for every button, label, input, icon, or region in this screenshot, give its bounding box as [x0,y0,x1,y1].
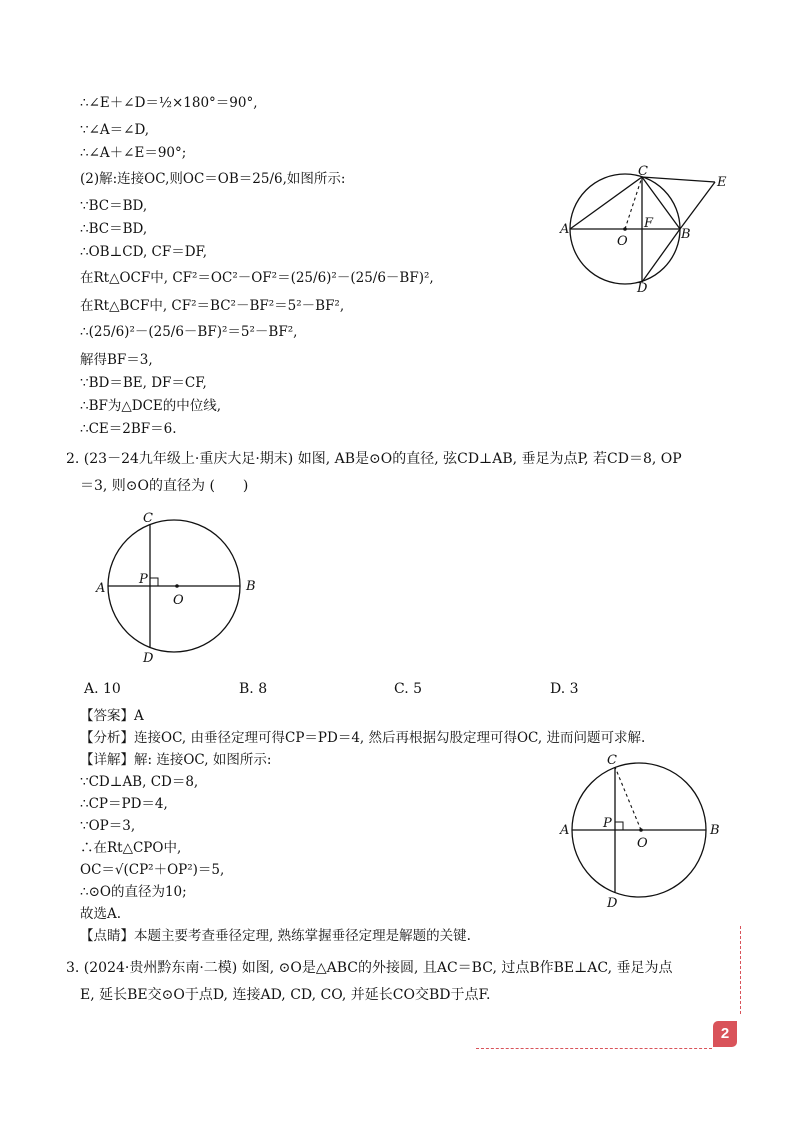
label-c: C [143,511,153,526]
detail-line: OC＝√(CP²＋OP²)＝5, [80,862,225,878]
label-d: D [637,281,648,296]
figure-1-circle-diagram [560,165,730,295]
figure-3-circle-diagram [556,748,736,910]
solution-line: 在Rt△BCF中, CF²＝BC²－BF²＝5²－BF², [80,298,345,314]
right-angle-mark [150,578,158,586]
page-number-badge: 2 [713,1021,737,1047]
solution-line: ∴∠E＋∠D＝½×180°＝90°, [80,95,258,111]
question-3-line-1: 3. (2024·贵州黔东南·二模) 如图, ⊙O是△ABC的外接圆, 且AC＝BC, 过点B作BE⊥AC, 垂足为点 [66,960,673,976]
option-a[interactable]: A. 10 [84,681,121,697]
label-a: A [96,581,106,596]
option-c[interactable]: C. 5 [394,681,423,697]
segment-eb [680,182,715,229]
detail-line: ∴在Rt△CPO中, [80,840,182,856]
option-d[interactable]: D. 3 [550,681,579,697]
solution-line: 在Rt△OCF中, CF²＝OC²－OF²＝(25/6)²－(25/6－BF)², [80,270,434,286]
detail-line: 故选A. [80,906,122,922]
corner-dashed-line-horizontal [476,1048,712,1049]
option-b[interactable]: B. 8 [239,681,268,697]
solution-line: ∴BF为△DCE的中位线, [80,398,222,414]
segment-oc-dashed [625,177,642,229]
solution-line: ∴OB⊥CD, CF＝DF, [80,244,208,260]
solution-line: ∵BD＝BE, DF＝CF, [80,375,207,391]
label-p: P [139,572,148,587]
label-d: D [607,896,618,911]
center-point [623,227,627,231]
label-c: C [607,753,617,768]
comment-line: 【点睛】本题主要考查垂径定理, 熟练掌握垂径定理是解题的关键. [80,928,471,944]
label-o: O [173,593,184,608]
question-2-line-1: 2. (23－24九年级上·重庆大足·期末) 如图, AB是⊙O的直径, 弦CD⊥AB, 垂足为点P, 若CD＝8, OP [66,451,682,467]
figure-2-circle-diagram [90,506,270,666]
label-o: O [637,836,648,851]
solution-line: ∴(25/6)²－(25/6－BF)²＝5²－BF², [80,324,298,340]
segment-ac [570,177,642,229]
solution-line: (2)解:连接OC,则OC＝OB＝25/6,如图所示: [80,171,346,187]
right-angle-mark [615,822,623,830]
label-c: C [638,164,648,179]
solution-line: ∴CE＝2BF＝6. [80,421,177,437]
center-point [175,584,179,588]
label-a: A [560,222,570,237]
analysis-line: 【分析】连接OC, 由垂径定理可得CP＝PD＝4, 然后再根据勾股定理可得OC, 进而问题可求解. [80,730,646,746]
segment-oc-dashed [615,767,641,830]
label-o: O [617,234,628,249]
solution-line: ∵BC＝BD, [80,198,148,214]
detail-line: 【详解】解: 连接OC, 如图所示: [80,752,272,768]
label-b: B [246,579,256,594]
center-point [639,828,643,832]
solution-line: 解得BF＝3, [80,352,153,368]
solution-line: ∵∠A＝∠D, [80,122,150,138]
segment-bd [642,229,680,282]
label-d: D [143,651,154,666]
corner-dashed-line-vertical [740,926,741,1014]
label-f: F [644,216,654,231]
question-3-line-2: E, 延长BE交⊙O于点D, 连接AD, CD, CO, 并延长CO交BD于点F. [80,987,491,1003]
label-a: A [560,823,570,838]
detail-line: ∴CP＝PD＝4, [80,796,168,812]
solution-line: ∴∠A＋∠E＝90°; [80,145,187,161]
detail-line: ∵CD⊥AB, CD＝8, [80,774,199,790]
detail-line: ∴⊙O的直径为10; [80,884,187,900]
detail-line: ∵OP＝3, [80,818,136,834]
label-p: P [603,816,612,831]
label-b: B [710,823,720,838]
question-2-line-2: ＝3, 则⊙O的直径为 ( ) [80,478,249,494]
solution-line: ∴BC＝BD, [80,221,148,237]
label-b: B [681,227,691,242]
label-e: E [717,175,727,190]
answer-line: 【答案】A [80,708,144,724]
